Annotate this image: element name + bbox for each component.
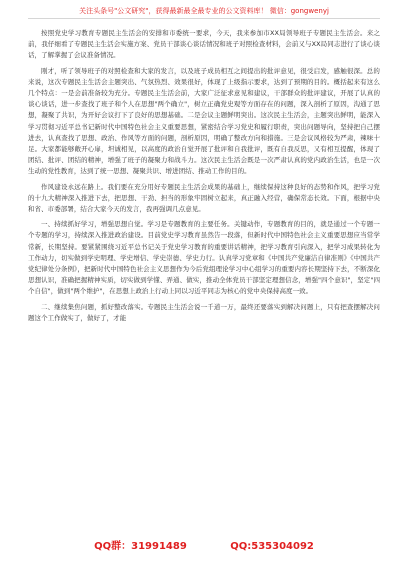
footer-qq-number: QQ:535304092: [230, 541, 314, 552]
header-divider: [28, 18, 380, 19]
document-body: [28, 28, 380, 328]
paragraph-transition: 作风建设永远在路上。我们要在充分用好专题民主生活会成果的基础上，继续保持这种良好的态势和作风，把学习党的十九大精神深入推进下去，把思想、干劲、担当的形象牢固树立起来，真正融入经营，确保常态长效。下面，根据中央和省、市委部署，结合大家今天的发言，我再强调几点意见。: [28, 182, 380, 214]
paragraph-evaluation: 刚才，听了领导班子的对照检查和大家的发言，以及班子成员相互之间提出的批评意见，很受启发，感触很深。总的来说，这次专题民主生活会主题突出、气氛热烈、效果很好，体现了上级指示要求，达到了预期的目的。概括起来有这么几个特点：一是会前准备较为充分。专题民主生活会前，大家广泛征求意见和建议，干部群众的批评建议，开展了认真的谈心谈话，进一步查找了班子和个人在思想"两个确立"，树立正确党史观等方面存在的问题，深入剖析了原因，沟通了思想，凝聚了共识，为开好会议打下了良好的思想基础。二是会议主题鲜明突出。这次民主生活会，主题突出鲜明，能深入学习贯彻习近平总书记新时代中国特色社会主义重要思想，紧密结合学习党史和履行职责，突出问题导向，坚持把自己摆进去，认真查找了思想、政治、作风等方面的问题，剖析原因，明确了整改方向和措施。三是会议风格较为严肃，辣味十足。大家都能够敞开心扉，坦诚相见，以高度的政治自觉开展了批评和自我批评，既有自我反思，又有相互提醒，体现了团结、批评、团结的精神，增强了班子的凝聚力和战斗力。这次民主生活会既是一次严肃认真的党内政治生活，也是一次生动的党性教育，达到了统一思想、凝聚共识、增进团结、推动工作的目的。: [28, 66, 380, 176]
paragraph-intro: 按照党史学习教育专题民主生活会的安排和市委统一要求，今天，我来参加市XX局领导班子专题民主生活会。来之前，我仔细看了专题民主生活会实施方案、党员干部谈心谈话情况和班子对照检查材料，会前又与XX局同志进行了谈心谈话，了解掌握了会议准备情况。: [28, 29, 380, 60]
footer-qq-group: QQ群：31991489: [94, 541, 187, 552]
paragraph-point-two: 二、继续集焦问题，抓好整改落实。专题民主生活会说一千道一万，最终还要落实到解决问题上，只有把查摆解决问题这个工作做实了，做好了，才能: [28, 302, 380, 322]
paragraph-point-one: 一、持续抓好学习，增强思想自觉。学习是专题教育的主要任务。关键动作，专题教育的目的，就是通过一个专题一个专题的学习，持续深入推进政治建设。目前党史学习教育虽然告一段落，但新时代中国特色社会主义重要思想应当常学常新，长期坚持。要紧紧围绕习近平总书记关于党史学习教育的重要讲话精神，把学习教育引向深入，把学习成果转化为工作动力，切实做到学史明理、学史增信、学史崇德、学史力行。认真学习党章和《中国共产党廉洁自律准则》《中国共产党纪律处分条例》，把新时代中国特色社会主义思想作为今后党组理论学习中心组学习的重要内容长期坚持下去，不断深化思想认识，准确把握精神实质，切实做到学懂、弄通、做实，推动全体党员干部坚定理想信念，增强"四个意识"，坚定"四个自信"，做到"两个维护"，在思想上政治上行动上同以习近平同志为核心的党中央保持高度一致。: [28, 220, 380, 296]
header-banner: 关注头条号"公文研究"，获得最新最全最专业的公文资料库！ 微信：gongwenyj: [79, 7, 329, 15]
footer-contact: [0, 540, 408, 554]
